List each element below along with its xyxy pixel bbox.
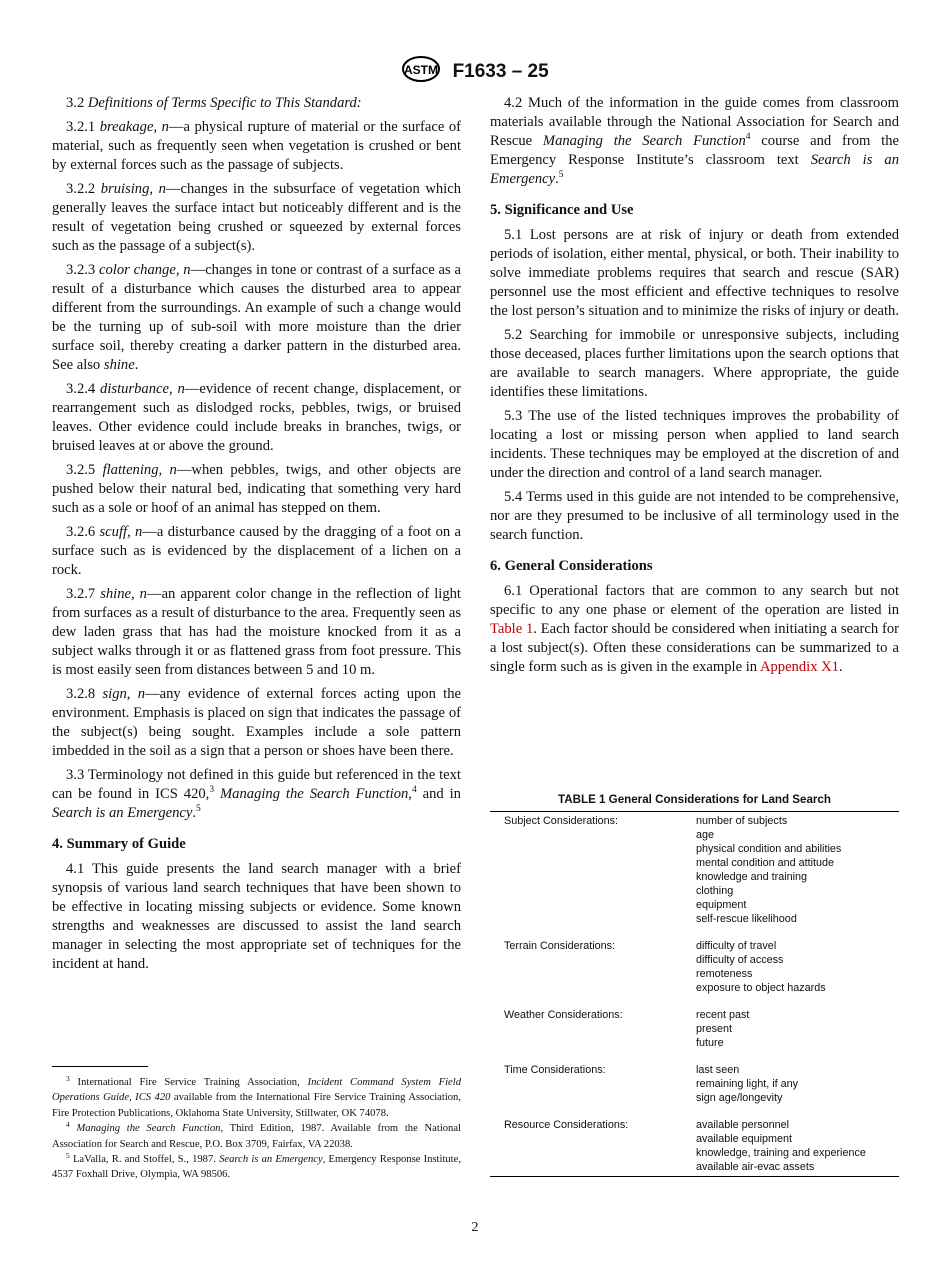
table-row	[490, 1063, 899, 1105]
table-category: Time Considerations:	[504, 1064, 606, 1076]
page-header	[0, 56, 950, 88]
section-heading	[52, 835, 461, 854]
text-run: 3.2.2	[66, 181, 101, 197]
paragraph	[490, 582, 899, 677]
footnote-ref: 4	[411, 785, 417, 795]
paragraph	[490, 326, 899, 402]
text-run: sign, n	[102, 686, 146, 702]
text-run: —a physical rupture of material or the surface of material, such as frequently seen when vegetation is crushed or bent by external forces such as the passage of subjects.	[52, 119, 461, 173]
text-run: Search is an Emergency	[52, 805, 193, 821]
table-item: mental condition and attitude	[696, 857, 835, 869]
text-run: Managing the Search Function	[76, 1123, 221, 1135]
text-run: shine, n	[100, 586, 147, 602]
paragraph	[490, 94, 899, 189]
right-column	[490, 94, 899, 682]
table-title: TABLE 1 General Considerations for Land Search	[558, 793, 831, 806]
table-bottom-rule	[490, 1176, 899, 1177]
cross-reference-link[interactable]: Table 1	[490, 621, 534, 637]
text-run: 6.1 Operational factors that are common to any search but not specific to any one phase or element of the operation are listed in	[490, 583, 899, 618]
paragraph	[52, 1075, 461, 1121]
text-run: , Emergency Response Institute, 4537 Foxhall Drive, Olympia, WA 98506.	[52, 1154, 461, 1181]
paragraph	[52, 94, 461, 113]
table-item: knowledge and training	[696, 871, 808, 883]
table-item: future	[696, 1037, 724, 1049]
text-run: . Each factor should be considered when initiating a search for a lost subject(s). Often these considerations can be summarized to a single form such as is given in the example in	[490, 621, 899, 675]
text-run: breakage, n	[99, 119, 169, 135]
table-item: difficulty of access	[696, 954, 784, 966]
section-heading	[490, 201, 899, 220]
text-run: 5.3 The use of the listed techniques improves the probability of locating a lost or missing person when applied to land search incidents. These techniques may be employed at the discretion of and under the direction and control of a land search manager.	[490, 408, 899, 481]
text-run: 4. Summary of Guide	[52, 836, 186, 852]
paragraph	[52, 685, 461, 761]
table-item: remoteness	[696, 968, 753, 980]
text-run: Incident Command System Field Operations Guide, ICS 420	[52, 1077, 462, 1104]
table-item: remaining light, if any	[696, 1078, 799, 1090]
table-item: sign age/longevity	[696, 1092, 783, 1104]
footnote-ref: 5	[558, 170, 564, 180]
text-run: shine	[103, 357, 135, 373]
text-run: 3.2.7	[66, 586, 101, 602]
text-run: 3.2.1	[66, 119, 100, 135]
text-run: 5.4 Terms used in this guide are not intended to be comprehensive, nor are they presumed to be inclusive of all terminology used in the search function.	[490, 489, 899, 543]
table-top-rule	[490, 811, 899, 812]
text-run: 3.2.6	[66, 524, 100, 540]
paragraph	[52, 180, 461, 256]
table-category: Weather Considerations:	[504, 1009, 623, 1021]
table-item: available air-evac assets	[696, 1161, 815, 1173]
text-run: Search is an Emergency	[219, 1154, 323, 1166]
text-run: ,	[408, 786, 412, 802]
text-run: .	[555, 171, 559, 187]
footnote-ref: 5	[66, 1151, 70, 1161]
text-run: course and from the Emergency Response Institute’s classroom text	[490, 133, 899, 168]
footnote-ref: 5	[196, 804, 201, 814]
text-run: 4.1 This guide presents the land search manager with a brief synopsis of various land search techniques that have been shown to be effective in locating missing subjects or evidence. Some known strengths and weaknesses are discussed to assist the land search manager in selecting the most appropriate set of techniques for the incident at hand.	[52, 861, 461, 972]
table-items	[696, 1063, 798, 1105]
astm-logo-icon	[401, 56, 441, 88]
paragraph	[52, 461, 461, 518]
footnote-ref: 3	[209, 785, 215, 795]
text-run: disturbance, n	[100, 381, 185, 397]
paragraph	[52, 261, 461, 375]
text-run: .	[838, 659, 843, 675]
text-run: Managing the Search Function	[542, 133, 746, 149]
text-run: 6. General Considerations	[490, 558, 653, 574]
text-run: 3.3 Terminology not defined in this guide but referenced in the text can be found in ICS 420,	[52, 767, 461, 802]
paragraph	[52, 860, 461, 974]
text-run: flattening, n	[102, 462, 177, 478]
text-run: , Third Edition, 1987. Available from the National Association for Search and Rescue, P.O. Box 3709, Fairfax, VA 22038.	[52, 1123, 462, 1150]
table-item: last seen	[696, 1064, 740, 1076]
text-run: —evidence of recent change, displacement, or rearrangement such as dislodged rocks, pebbles, twigs, or bruised leaves. Other evidence could include breaks in branches, twigs, or bruised leaves at or above the ground.	[52, 381, 461, 454]
table-row	[490, 814, 899, 926]
section-heading	[490, 557, 899, 576]
table-item: age	[696, 829, 715, 841]
table-item: number of subjects	[696, 815, 788, 827]
text-run: 3.2.5	[66, 462, 103, 478]
table-item: knowledge, training and experience	[696, 1147, 866, 1159]
paragraph	[52, 1121, 461, 1152]
table-category: Resource Considerations:	[504, 1119, 629, 1131]
text-run: —a disturbance caused by the dragging of a foot on a surface such as is evidenced by the displacement of a lichen on a rock.	[52, 524, 461, 578]
text-run: 5. Significance and Use	[490, 202, 634, 218]
table-item: self-rescue likelihood	[696, 913, 797, 925]
text-run: Search is an Emergency	[490, 152, 899, 187]
text-run: 5.2 Searching for immobile or unresponsive subjects, including those deceased, places further limitations upon the search options that are available to search managers. Where appropriate, the guide identifies these limitations.	[490, 327, 899, 400]
paragraph	[52, 585, 461, 680]
paragraph	[52, 380, 461, 456]
table-item: equipment	[696, 899, 747, 911]
text-run: and in	[416, 786, 461, 802]
table-item: clothing	[696, 885, 734, 897]
table-item: present	[696, 1023, 733, 1035]
table-item: available personnel	[696, 1119, 790, 1131]
text-run: 3.2.8	[66, 686, 103, 702]
text-run: 5.1 Lost persons are at risk of injury or death from extended periods of isolation, either mental, physical, or both. Their inability to solve immediate problems requires that search and rescue (SAR) personnel use the most efficient and effective techniques to resolve the lost person’s situation and to minimize the risks of injury or death.	[490, 227, 899, 319]
paragraph	[490, 407, 899, 483]
table-1	[490, 793, 899, 1177]
page-number: 2	[471, 1220, 479, 1235]
table-items	[696, 939, 826, 995]
text-run: .	[192, 805, 197, 821]
text-run: —when pebbles, twigs, and other objects are pushed below their natural bed, indicating that something very hard such as a sole or hoof of an animal has stepped on them.	[52, 462, 461, 516]
footnotes	[52, 1066, 461, 1183]
text-run: —any evidence of external forces acting upon the environment. Emphasis is placed on sign that indicates the passage of the subject(s) being sought. Examples include a sole pattern imbedded in the soil as a sign that a person or shoes have been there.	[52, 686, 461, 759]
paragraph	[52, 118, 461, 175]
text-run: —changes in tone or contrast of a surface as a result of a disturbance which causes the disturbed area to appear different from the surroundings. An example of such a change would be the turning up of sub-soil with more moisture than the drier surface soil, thereby creating a darker pattern in the disturbed area. See also	[52, 262, 461, 373]
cross-reference-link[interactable]: Appendix X1	[759, 659, 839, 675]
table-items	[696, 1118, 866, 1174]
footnote-ref: 4	[66, 1120, 70, 1130]
table-category: Terrain Considerations:	[504, 940, 616, 952]
table-item: difficulty of travel	[696, 940, 777, 952]
table-items	[696, 1008, 749, 1050]
text-run: International Fire Service Training Association,	[69, 1077, 308, 1088]
left-column	[52, 94, 461, 979]
paragraph	[490, 226, 899, 321]
text-run: 3.2	[66, 95, 88, 111]
text-run: LaValla, R. and Stoffel, S., 1987.	[69, 1154, 220, 1166]
designation: F1633 – 25	[452, 61, 549, 83]
table-item: available equipment	[696, 1133, 793, 1145]
text-run: color change, n	[99, 262, 191, 278]
text-run: available from the International Fire Service Training Association, Fire Protection Publications, Oklahoma State University, Stillwater, OK 74078.	[52, 1092, 462, 1119]
text-run: .	[134, 357, 139, 373]
table-item: physical condition and abilities	[696, 843, 842, 855]
paragraph	[52, 1152, 461, 1183]
text-run: bruising, n	[100, 181, 166, 197]
text-run: —changes in the subsurface of vegetation which generally leaves the surface intact but noticeably different and is the result of vegetation being crushed or squeezed by external forces such as the passage of a subject(s).	[52, 181, 461, 254]
text-run: Managing the Search Function	[220, 786, 409, 802]
paragraph	[52, 766, 461, 823]
text-run: scuff, n	[99, 524, 143, 540]
text-run: —an apparent color change in the reflection of light from surfaces as a result of disturbance to the area. Frequently seen as dew laden grass that has had the moisture knocked from it as a subject walks through it or as flattened grass from foot pressure. This is most easily seen from distances between 5 and 10 m.	[52, 586, 461, 678]
table-item: exposure to object hazards	[696, 982, 826, 994]
table-items	[696, 814, 841, 926]
svg-text:ASTM: ASTM	[404, 63, 439, 77]
table-row	[490, 1008, 899, 1050]
table-category: Subject Considerations:	[504, 815, 619, 827]
text-run: 3.2.4	[66, 381, 101, 397]
text-run: 3.2.3	[66, 262, 100, 278]
paragraph	[52, 523, 461, 580]
footnote-ref: 3	[66, 1074, 70, 1083]
text-run: Definitions of Terms Specific to This Standard:	[87, 95, 362, 111]
paragraph	[490, 488, 899, 545]
footnote-rule	[52, 1066, 148, 1067]
table-row	[490, 1118, 899, 1174]
table-item: recent past	[696, 1009, 750, 1021]
table-row	[490, 939, 899, 995]
footnote-ref: 4	[745, 132, 751, 142]
text-run: 4.2 Much of the information in the guide comes from classroom materials available through the National Association for Search and Rescue	[490, 95, 899, 149]
